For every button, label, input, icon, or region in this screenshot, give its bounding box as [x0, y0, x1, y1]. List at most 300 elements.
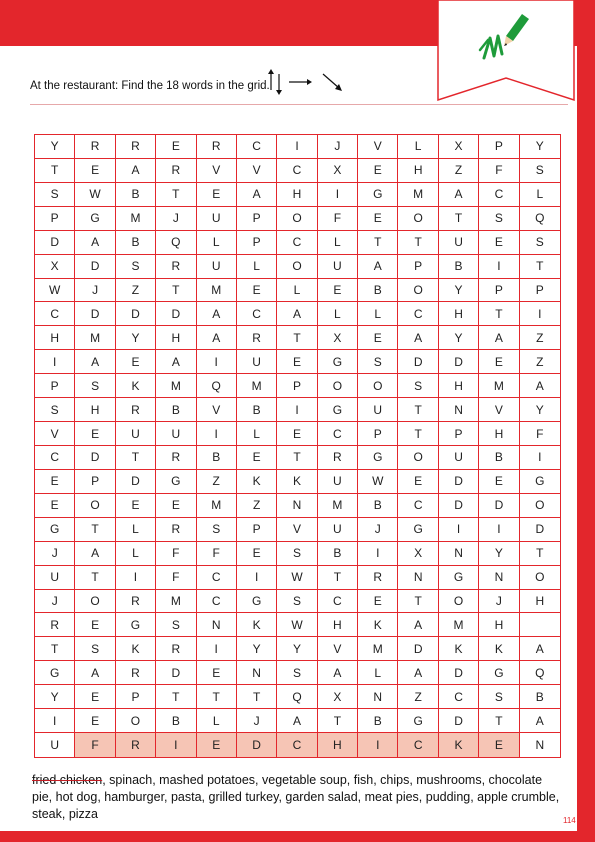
grid-cell[interactable]: V [318, 637, 358, 661]
grid-cell[interactable]: L [237, 422, 277, 446]
grid-cell[interactable]: I [439, 518, 479, 542]
grid-cell[interactable]: Y [520, 135, 560, 159]
grid-cell[interactable]: U [237, 350, 277, 374]
grid-cell[interactable]: S [156, 613, 196, 637]
grid-cell[interactable]: A [277, 302, 317, 326]
grid-cell[interactable]: F [156, 542, 196, 566]
grid-cell[interactable]: P [398, 255, 438, 279]
grid-cell[interactable]: I [358, 733, 398, 757]
grid-cell[interactable]: H [520, 590, 560, 614]
grid-cell[interactable]: N [197, 613, 237, 637]
grid-cell[interactable]: P [237, 231, 277, 255]
grid-cell[interactable]: J [318, 135, 358, 159]
grid-cell[interactable]: I [479, 255, 519, 279]
grid-cell[interactable]: L [237, 255, 277, 279]
grid-cell[interactable]: R [156, 159, 196, 183]
grid-cell[interactable]: S [75, 374, 115, 398]
grid-cell[interactable]: D [75, 302, 115, 326]
grid-cell[interactable]: G [358, 446, 398, 470]
grid-cell[interactable]: J [75, 279, 115, 303]
grid-cell[interactable]: T [197, 685, 237, 709]
grid-cell[interactable]: P [439, 422, 479, 446]
grid-cell[interactable]: A [197, 326, 237, 350]
grid-cell[interactable]: N [479, 566, 519, 590]
grid-cell[interactable]: N [439, 398, 479, 422]
grid-cell[interactable]: R [237, 326, 277, 350]
grid-cell[interactable]: P [277, 374, 317, 398]
grid-cell[interactable]: T [398, 422, 438, 446]
grid-cell[interactable]: R [116, 590, 156, 614]
grid-cell[interactable]: T [398, 231, 438, 255]
grid-cell[interactable]: C [237, 135, 277, 159]
grid-cell[interactable]: X [318, 685, 358, 709]
grid-cell[interactable]: A [398, 326, 438, 350]
grid-cell[interactable]: B [520, 685, 560, 709]
grid-cell[interactable]: M [479, 374, 519, 398]
grid-cell[interactable]: I [358, 542, 398, 566]
grid-cell[interactable]: R [156, 637, 196, 661]
grid-cell[interactable]: G [398, 518, 438, 542]
grid-cell[interactable]: C [439, 685, 479, 709]
grid-cell[interactable]: C [318, 590, 358, 614]
grid-cell[interactable]: K [116, 374, 156, 398]
grid-cell[interactable]: M [156, 374, 196, 398]
grid-cell[interactable]: R [116, 398, 156, 422]
grid-cell[interactable]: Q [520, 207, 560, 231]
grid-cell[interactable]: H [479, 422, 519, 446]
grid-cell[interactable]: A [75, 231, 115, 255]
grid-cell[interactable]: S [479, 685, 519, 709]
grid-cell[interactable]: A [156, 350, 196, 374]
grid-cell[interactable]: W [35, 279, 75, 303]
grid-cell[interactable]: A [398, 661, 438, 685]
grid-cell[interactable]: K [237, 470, 277, 494]
grid-cell[interactable]: E [156, 494, 196, 518]
grid-cell[interactable]: T [75, 566, 115, 590]
grid-cell[interactable]: N [535, 738, 545, 753]
grid-cell[interactable]: E [277, 350, 317, 374]
grid-cell[interactable]: I [35, 709, 75, 733]
grid-cell[interactable]: G [116, 613, 156, 637]
grid-cell[interactable]: E [197, 733, 237, 757]
grid-cell[interactable]: B [479, 446, 519, 470]
grid-cell[interactable]: H [318, 613, 358, 637]
grid-cell[interactable]: Q [520, 661, 560, 685]
grid-cell[interactable]: U [318, 470, 358, 494]
grid-cell[interactable]: B [358, 709, 398, 733]
grid-cell[interactable]: G [156, 470, 196, 494]
grid-cell[interactable]: I [277, 398, 317, 422]
grid-cell[interactable]: O [75, 494, 115, 518]
grid-cell[interactable]: A [479, 326, 519, 350]
grid-cell[interactable]: T [479, 709, 519, 733]
grid-cell[interactable]: A [439, 183, 479, 207]
grid-cell[interactable]: X [318, 326, 358, 350]
grid-cell[interactable]: I [520, 302, 560, 326]
grid-cell[interactable]: N [398, 566, 438, 590]
grid-cell[interactable]: P [237, 518, 277, 542]
grid-cell[interactable]: S [358, 350, 398, 374]
grid-cell[interactable]: C [277, 733, 317, 757]
grid-cell[interactable]: O [318, 374, 358, 398]
grid-cell[interactable]: E [479, 350, 519, 374]
grid-cell[interactable]: T [156, 183, 196, 207]
grid-cell[interactable]: A [237, 183, 277, 207]
grid-cell[interactable]: T [520, 542, 560, 566]
grid-cell[interactable]: I [116, 566, 156, 590]
grid-cell[interactable]: D [398, 637, 438, 661]
grid-cell[interactable]: E [75, 685, 115, 709]
grid-cell[interactable]: B [156, 709, 196, 733]
grid-cell[interactable]: R [318, 446, 358, 470]
grid-cell[interactable]: F [156, 566, 196, 590]
grid-cell[interactable]: C [479, 183, 519, 207]
grid-cell[interactable]: H [277, 183, 317, 207]
grid-cell[interactable]: Y [520, 398, 560, 422]
grid-cell[interactable]: D [116, 470, 156, 494]
grid-cell[interactable]: M [318, 494, 358, 518]
grid-cell[interactable]: P [116, 685, 156, 709]
grid-cell[interactable]: K [439, 733, 479, 757]
grid-cell[interactable]: B [197, 446, 237, 470]
grid-cell[interactable]: E [398, 470, 438, 494]
grid-cell[interactable]: E [237, 542, 277, 566]
grid-cell[interactable]: W [358, 470, 398, 494]
grid-cell[interactable]: F [479, 159, 519, 183]
grid-cell[interactable]: L [318, 302, 358, 326]
grid-cell[interactable]: O [116, 709, 156, 733]
grid-cell[interactable]: C [197, 566, 237, 590]
grid-cell[interactable]: G [318, 350, 358, 374]
grid-cell[interactable]: H [35, 326, 75, 350]
grid-cell[interactable]: U [197, 207, 237, 231]
grid-cell[interactable]: D [479, 494, 519, 518]
grid-cell[interactable]: U [358, 398, 398, 422]
grid-cell[interactable]: I [197, 422, 237, 446]
grid-cell[interactable]: E [197, 183, 237, 207]
grid-cell[interactable]: D [156, 661, 196, 685]
grid-cell[interactable]: Q [277, 685, 317, 709]
grid-cell[interactable]: O [277, 207, 317, 231]
grid-cell[interactable]: B [156, 398, 196, 422]
grid-cell[interactable]: S [277, 661, 317, 685]
grid-cell[interactable]: C [277, 159, 317, 183]
grid-cell[interactable]: M [439, 613, 479, 637]
grid-cell[interactable]: O [398, 279, 438, 303]
grid-cell[interactable]: O [75, 590, 115, 614]
grid-cell[interactable]: H [156, 326, 196, 350]
grid-cell[interactable]: N [439, 542, 479, 566]
grid-cell[interactable]: R [156, 255, 196, 279]
grid-cell[interactable]: I [197, 350, 237, 374]
grid-cell[interactable]: A [116, 159, 156, 183]
grid-cell[interactable]: K [116, 637, 156, 661]
grid-cell[interactable]: E [75, 159, 115, 183]
grid-cell[interactable]: J [35, 590, 75, 614]
grid-cell[interactable]: B [358, 279, 398, 303]
grid-cell[interactable]: U [35, 566, 75, 590]
grid-cell[interactable]: P [75, 470, 115, 494]
grid-cell[interactable]: G [318, 398, 358, 422]
grid-cell[interactable]: T [439, 207, 479, 231]
grid-cell[interactable]: A [75, 350, 115, 374]
grid-cell[interactable]: K [358, 613, 398, 637]
grid-cell[interactable]: C [398, 494, 438, 518]
grid-cell[interactable]: X [398, 542, 438, 566]
grid-cell[interactable]: R [116, 661, 156, 685]
grid-cell[interactable]: D [398, 350, 438, 374]
grid-cell[interactable]: X [35, 255, 75, 279]
grid-cell[interactable]: B [116, 231, 156, 255]
grid-cell[interactable]: R [35, 613, 75, 637]
grid-cell[interactable]: A [75, 542, 115, 566]
grid-cell[interactable]: C [237, 302, 277, 326]
grid-cell[interactable]: B [358, 494, 398, 518]
grid-cell[interactable]: U [439, 231, 479, 255]
grid-cell[interactable]: H [479, 613, 519, 637]
grid-cell[interactable]: F [520, 422, 560, 446]
grid-cell[interactable]: I [318, 183, 358, 207]
grid-cell[interactable]: S [35, 183, 75, 207]
grid-cell[interactable]: G [75, 207, 115, 231]
grid-cell[interactable]: K [439, 637, 479, 661]
grid-cell[interactable]: E [358, 159, 398, 183]
grid-cell[interactable]: H [439, 374, 479, 398]
grid-cell[interactable]: G [35, 518, 75, 542]
grid-cell[interactable]: M [197, 494, 237, 518]
grid-cell[interactable]: P [237, 207, 277, 231]
grid-cell[interactable]: Y [439, 279, 479, 303]
grid-cell[interactable]: D [520, 518, 560, 542]
grid-cell[interactable]: A [277, 709, 317, 733]
grid-cell[interactable]: U [156, 422, 196, 446]
grid-cell[interactable]: Z [520, 326, 560, 350]
grid-cell[interactable]: E [358, 326, 398, 350]
grid-cell[interactable]: M [156, 590, 196, 614]
grid-cell[interactable]: T [398, 590, 438, 614]
grid-cell[interactable]: B [116, 183, 156, 207]
grid-cell[interactable]: P [520, 279, 560, 303]
grid-cell[interactable]: A [520, 637, 560, 661]
grid-cell[interactable]: V [358, 135, 398, 159]
grid-cell[interactable]: Y [439, 326, 479, 350]
grid-cell[interactable]: E [277, 422, 317, 446]
grid-cell[interactable]: E [358, 207, 398, 231]
grid-cell[interactable]: T [35, 637, 75, 661]
grid-cell[interactable]: D [116, 302, 156, 326]
grid-cell[interactable]: L [197, 231, 237, 255]
grid-cell[interactable]: N [358, 685, 398, 709]
grid-cell[interactable]: R [116, 135, 156, 159]
grid-cell[interactable]: W [277, 566, 317, 590]
grid-cell[interactable]: S [520, 159, 560, 183]
grid-cell[interactable]: D [35, 231, 75, 255]
grid-cell[interactable]: S [35, 398, 75, 422]
grid-cell[interactable]: A [197, 302, 237, 326]
grid-cell[interactable]: K [237, 613, 277, 637]
grid-cell[interactable]: B [237, 398, 277, 422]
grid-cell[interactable]: D [439, 350, 479, 374]
grid-cell[interactable]: N [277, 494, 317, 518]
grid-cell[interactable]: E [35, 494, 75, 518]
grid-cell[interactable]: U [439, 446, 479, 470]
grid-cell[interactable]: C [318, 422, 358, 446]
grid-cell[interactable]: L [116, 518, 156, 542]
grid-cell[interactable]: Y [35, 685, 75, 709]
grid-cell[interactable]: B [439, 255, 479, 279]
grid-cell[interactable]: O [520, 566, 560, 590]
grid-cell[interactable]: F [75, 733, 115, 757]
grid-cell[interactable]: E [479, 231, 519, 255]
grid-cell[interactable]: J [156, 207, 196, 231]
grid-cell[interactable]: D [439, 661, 479, 685]
grid-cell[interactable]: Q [156, 231, 196, 255]
grid-cell[interactable]: Z [197, 470, 237, 494]
grid-cell[interactable]: D [439, 470, 479, 494]
grid-cell[interactable]: U [318, 518, 358, 542]
grid-cell[interactable]: R [75, 135, 115, 159]
grid-cell[interactable]: C [35, 302, 75, 326]
grid-cell[interactable]: R [156, 518, 196, 542]
grid-cell[interactable]: A [398, 613, 438, 637]
grid-cell[interactable]: E [479, 733, 519, 757]
grid-cell[interactable]: H [75, 398, 115, 422]
grid-cell[interactable]: V [277, 518, 317, 542]
grid-cell[interactable]: F [197, 542, 237, 566]
grid-cell[interactable]: V [35, 422, 75, 446]
grid-cell[interactable]: M [116, 207, 156, 231]
grid-cell[interactable]: S [479, 207, 519, 231]
grid-cell[interactable] [520, 613, 560, 637]
grid-cell[interactable]: J [237, 709, 277, 733]
grid-cell[interactable]: V [479, 398, 519, 422]
grid-cell[interactable]: H [398, 159, 438, 183]
grid-cell[interactable]: O [520, 494, 560, 518]
grid-cell[interactable]: Z [520, 350, 560, 374]
grid-cell[interactable]: G [358, 183, 398, 207]
grid-cell[interactable]: E [197, 661, 237, 685]
grid-cell[interactable]: X [318, 159, 358, 183]
grid-cell[interactable]: T [277, 446, 317, 470]
grid-cell[interactable]: T [116, 446, 156, 470]
grid-cell[interactable]: T [479, 302, 519, 326]
grid-cell[interactable]: C [197, 590, 237, 614]
grid-cell[interactable]: C [35, 446, 75, 470]
grid-cell[interactable]: H [439, 302, 479, 326]
grid-cell[interactable]: C [398, 733, 438, 757]
grid-cell[interactable]: P [479, 135, 519, 159]
grid-cell[interactable]: Y [479, 542, 519, 566]
grid-cell[interactable]: I [197, 637, 237, 661]
grid-cell[interactable]: T [318, 566, 358, 590]
grid-cell[interactable]: O [398, 207, 438, 231]
grid-cell[interactable]: H [318, 733, 358, 757]
grid-cell[interactable]: J [35, 542, 75, 566]
grid-cell[interactable]: E [237, 446, 277, 470]
grid-cell[interactable]: Z [439, 159, 479, 183]
grid-cell[interactable]: G [35, 661, 75, 685]
grid-cell[interactable]: Y [116, 326, 156, 350]
grid-cell[interactable]: Z [398, 685, 438, 709]
grid-cell[interactable]: S [277, 542, 317, 566]
grid-cell[interactable]: E [75, 422, 115, 446]
grid-cell[interactable]: O [277, 255, 317, 279]
grid-cell[interactable]: X [439, 135, 479, 159]
grid-cell[interactable]: E [75, 709, 115, 733]
grid-cell[interactable]: T [520, 255, 560, 279]
grid-cell[interactable]: L [398, 135, 438, 159]
grid-cell[interactable]: P [35, 374, 75, 398]
grid-cell[interactable]: E [358, 590, 398, 614]
grid-cell[interactable]: R [116, 733, 156, 757]
grid-cell[interactable]: F [318, 207, 358, 231]
grid-cell[interactable]: Z [237, 494, 277, 518]
grid-cell[interactable]: G [479, 661, 519, 685]
grid-cell[interactable]: R [156, 446, 196, 470]
grid-cell[interactable]: E [35, 470, 75, 494]
grid-cell[interactable]: D [439, 494, 479, 518]
grid-cell[interactable]: T [318, 709, 358, 733]
grid-cell[interactable]: L [116, 542, 156, 566]
grid-cell[interactable]: E [156, 135, 196, 159]
grid-cell[interactable]: M [358, 637, 398, 661]
grid-cell[interactable]: S [277, 590, 317, 614]
grid-cell[interactable]: S [116, 255, 156, 279]
grid-cell[interactable]: N [237, 661, 277, 685]
grid-cell[interactable]: T [75, 518, 115, 542]
grid-cell[interactable]: S [75, 637, 115, 661]
grid-cell[interactable]: M [237, 374, 277, 398]
grid-cell[interactable]: T [277, 326, 317, 350]
grid-cell[interactable]: I [35, 350, 75, 374]
grid-cell[interactable]: Y [277, 637, 317, 661]
grid-cell[interactable]: T [358, 231, 398, 255]
grid-cell[interactable]: L [197, 709, 237, 733]
grid-cell[interactable]: O [398, 446, 438, 470]
grid-cell[interactable]: M [398, 183, 438, 207]
grid-cell[interactable]: S [520, 231, 560, 255]
grid-cell[interactable]: C [398, 302, 438, 326]
grid-cell[interactable]: D [156, 302, 196, 326]
grid-cell[interactable]: U [116, 422, 156, 446]
grid-cell[interactable]: K [277, 470, 317, 494]
grid-cell[interactable]: D [439, 709, 479, 733]
grid-cell[interactable]: G [237, 590, 277, 614]
grid-cell[interactable]: I [237, 566, 277, 590]
grid-cell[interactable]: L [358, 302, 398, 326]
grid-cell[interactable]: G [439, 566, 479, 590]
grid-cell[interactable]: E [479, 470, 519, 494]
grid-cell[interactable]: W [75, 183, 115, 207]
grid-cell[interactable]: L [358, 661, 398, 685]
grid-cell[interactable]: A [520, 374, 560, 398]
grid-cell[interactable]: T [35, 159, 75, 183]
grid-cell[interactable]: M [75, 326, 115, 350]
grid-cell[interactable]: D [75, 255, 115, 279]
grid-cell[interactable]: Z [116, 279, 156, 303]
grid-cell[interactable]: M [197, 279, 237, 303]
grid-cell[interactable]: G [398, 709, 438, 733]
grid-cell[interactable]: L [520, 183, 560, 207]
grid-cell[interactable]: E [116, 350, 156, 374]
grid-cell[interactable]: P [479, 279, 519, 303]
grid-cell[interactable]: J [358, 518, 398, 542]
grid-cell[interactable]: W [277, 613, 317, 637]
grid-cell[interactable]: Y [237, 637, 277, 661]
grid-cell[interactable]: E [75, 613, 115, 637]
grid-cell[interactable]: L [318, 231, 358, 255]
grid-cell[interactable]: A [75, 661, 115, 685]
